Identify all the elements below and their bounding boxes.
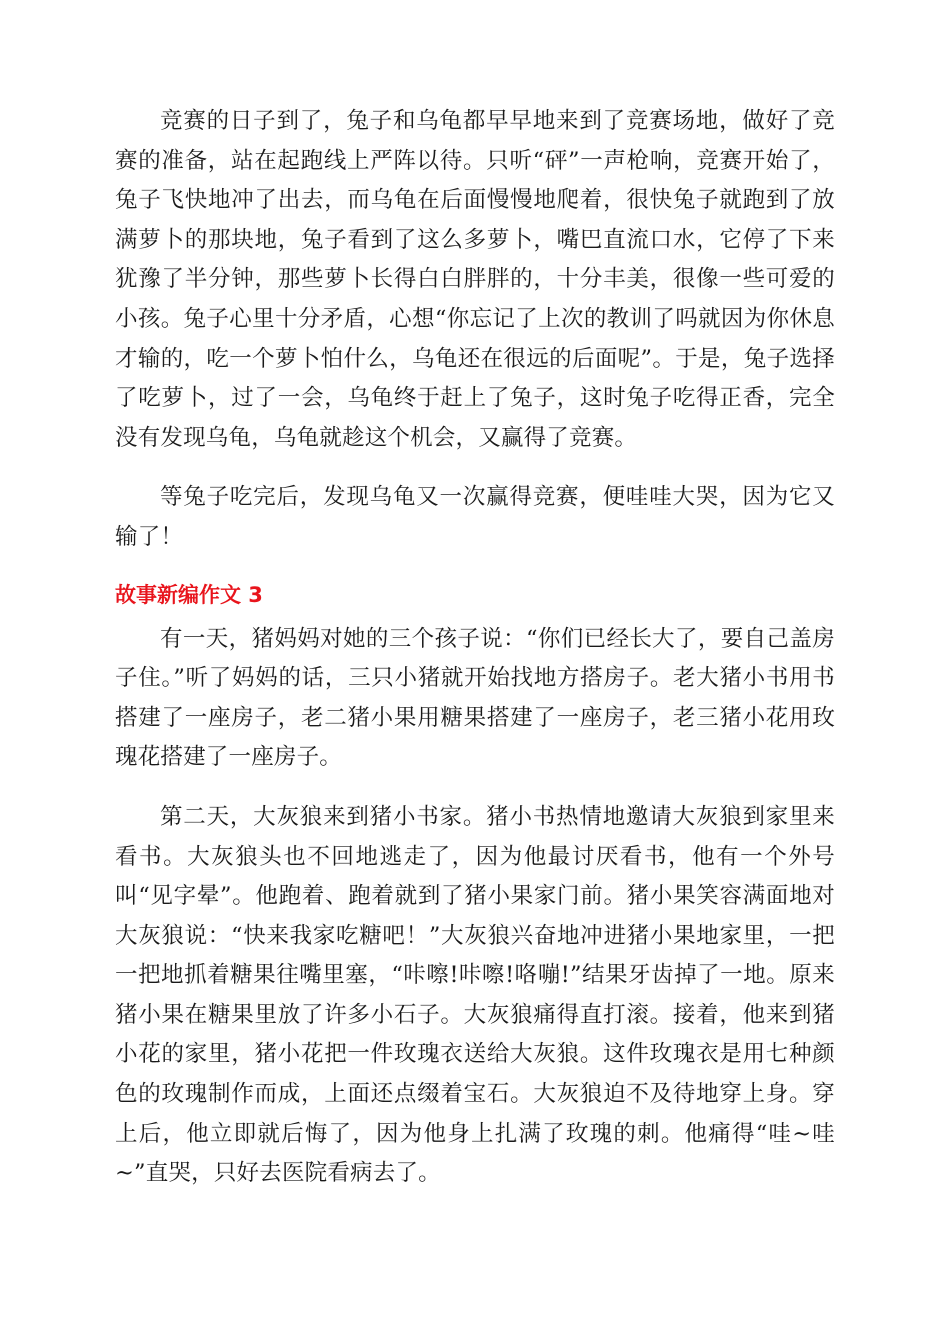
story-paragraph: 竞赛的日子到了，兔子和乌龟都早早地来到了竞赛场地，做好了竞赛的准备，站在起跑线上严阵以待。只听“砰”一声枪响，竞赛开始了，兔子飞快地冲了出去，而乌龟在后面慢慢地爬着，很快兔子就跑到了放满萝卜的那块地，兔子看到了这么多萝卜，嘴巴直流口水，它停了下来犹豫了半分钟，那些萝卜长得白白胖胖的，十分丰美，很像一些可爱的小孩。兔子心里十分矛盾，心想“你忘记了上次的教训了吗就因为你休息才输的，吃一个萝卜怕什么，乌龟还在很远的后面呢”。于是，兔子选择了吃萝卜，过了一会，乌龟终于赶上了兔子，这时兔子吃得正香，完全没有发现乌龟，乌龟就趁这个机会，又赢得了竞赛。 [115,108,835,451]
section-heading: 故事新编作文 3 [115,582,263,607]
story-paragraph: 等兔子吃完后，发现乌龟又一次赢得竞赛，便哇哇大哭，因为它又输了！ [115,484,835,550]
document-page [115,102,835,1214]
story-paragraph: 有一天，猪妈妈对她的三个孩子说：“你们已经长大了，要自己盖房子住。”听了妈妈的话，三只小猪就开始找地方搭房子。老大猪小书用书搭建了一座房子，老二猪小果用糖果搭建了一座房子，老三猪小花用玫瑰花搭建了一座房子。 [115,625,835,771]
story-paragraph: 第二天，大灰狼来到猪小书家。猪小书热情地邀请大灰狼到家里来看书。大灰狼头也不回地逃走了，因为他最讨厌看书，他有一个外号叫“见字晕”。他跑着、跑着就到了猪小果家门前。猪小果笑容满面地对大灰狼说：“快来我家吃糖吧！”大灰狼兴奋地冲进猪小果地家里，一把一把地抓着糖果往嘴里塞，“咔嚓!咔嚓!咯嘣!”结果牙齿掉了一地。原来猪小果在糖果里放了许多小石子。大灰狼痛得直打滚。接着，他来到猪小花的家里，猪小花把一件玫瑰衣送给大灰狼。这件玫瑰衣是用七种颜色的玫瑰制作而成，上面还点缀着宝石。大灰狼迫不及待地穿上身。穿上后，他立即就后悔了，因为他身上扎满了玫瑰的刺。他痛得“哇~哇~”直哭，只好去医院看病去了。 [115,803,835,1187]
